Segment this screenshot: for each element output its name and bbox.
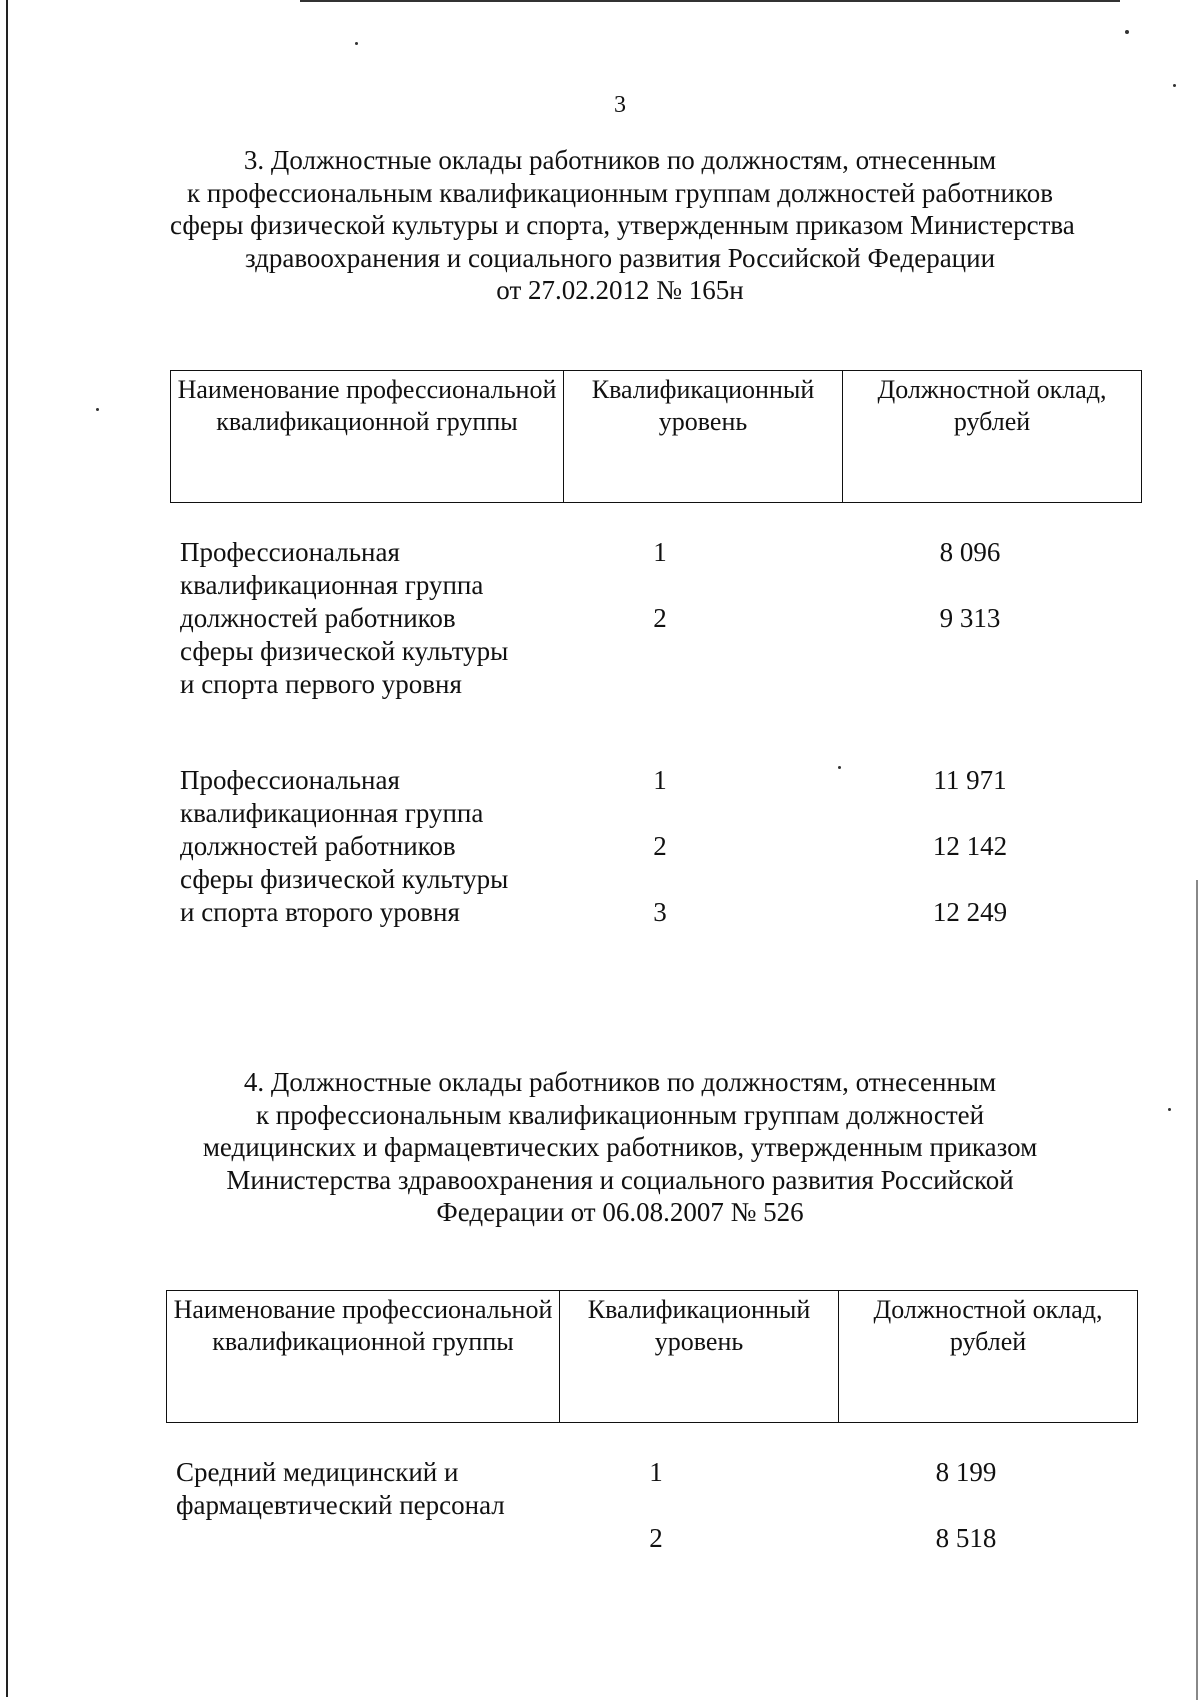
column-header-level: Квалификационный уровень [564,371,843,503]
scan-speck [355,42,358,45]
heading-line: к профессиональным квалификационным группам должностей [255,1099,985,1130]
scan-speck [96,408,99,411]
column-header-level: Квалификационный уровень [560,1291,839,1423]
level-cell: 1 [653,765,667,795]
heading-line: Министерства здравоохранения и социального развития Российской [226,1164,1014,1195]
group-name-line: должностей работников [180,603,456,633]
group-name-line: фармацевтический персонал [176,1490,505,1520]
section-3-heading [170,144,1075,307]
group-name-line: и спорта второго уровня [180,897,460,927]
heading-line: медицинских и фармацевтических работников, утвержденным приказом [202,1132,1038,1162]
heading-line: здравоохранения и социального развития Российской Федерации [244,242,996,273]
group-name-line: и спорта первого уровня [180,669,462,699]
section-3-group-1 [180,536,1080,706]
group-name [180,536,560,701]
group-name-line: Профессиональная [180,537,400,567]
group-name [176,1456,556,1522]
heading-line: 4. Должностные оклады работников по должностям, отнесенным [243,1067,997,1097]
scan-speck [1168,1108,1171,1111]
level-cell: 1 [649,1457,663,1487]
column-header-group-name: Наименование профессиональной квалификационной группы [171,371,564,503]
column-header-salary: Должностной оклад, рублей [843,371,1142,503]
salary-cell: 12 249 [932,897,1008,927]
group-name [180,764,560,929]
page-number: 3 [614,92,626,118]
group-name-line: квалификационная группа [180,798,484,828]
salary-cell: 11 971 [933,765,1007,795]
group-name-line: Профессиональная [180,765,400,795]
heading-line: к профессиональным квалификационным группам должностей работников [187,177,1053,208]
heading-line: Федерации от 06.08.2007 № 526 [436,1197,804,1227]
group-name-line: Средний медицинский и [176,1457,459,1487]
scan-speck [1125,30,1129,34]
scan-edge-left [6,0,8,1697]
heading-line: от 27.02.2012 № 165н [496,275,744,305]
column-header-group-name: Наименование профессиональной квалификационной группы [167,1291,560,1423]
scan-speck [1173,84,1176,87]
salary-cell: 9 313 [939,603,1001,633]
group-name-line: сферы физической культуры [180,864,509,894]
column-header-salary: Должностной оклад, рублей [839,1291,1138,1423]
level-cell: 1 [653,537,667,567]
section-4-group-1 [176,1456,1076,1566]
group-name-line: квалификационная группа [180,570,484,600]
section-3-group-2 [180,764,1080,934]
level-cell: 2 [653,831,667,861]
salary-cell: 8 096 [939,537,1001,567]
scan-edge-right [1196,880,1198,1700]
level-cell: 2 [649,1523,663,1553]
salary-cell: 8 199 [935,1457,997,1487]
heading-line: 3. Должностные оклады работников по должностям, отнесенным [243,145,997,175]
heading-line: сферы физической культуры и спорта, утвержденным приказом Министерства [170,210,1075,240]
group-name-line: сферы физической культуры [180,636,509,666]
scan-edge-top [300,0,1120,2]
group-name-line: должностей работников [180,831,456,861]
section-3-table-header [170,370,1142,503]
level-cell: 3 [653,897,667,927]
level-cell: 2 [653,603,667,633]
section-4-table-header [166,1290,1138,1423]
salary-cell: 8 518 [935,1523,997,1553]
section-4-heading [170,1066,1070,1229]
salary-cell: 12 142 [932,831,1008,861]
